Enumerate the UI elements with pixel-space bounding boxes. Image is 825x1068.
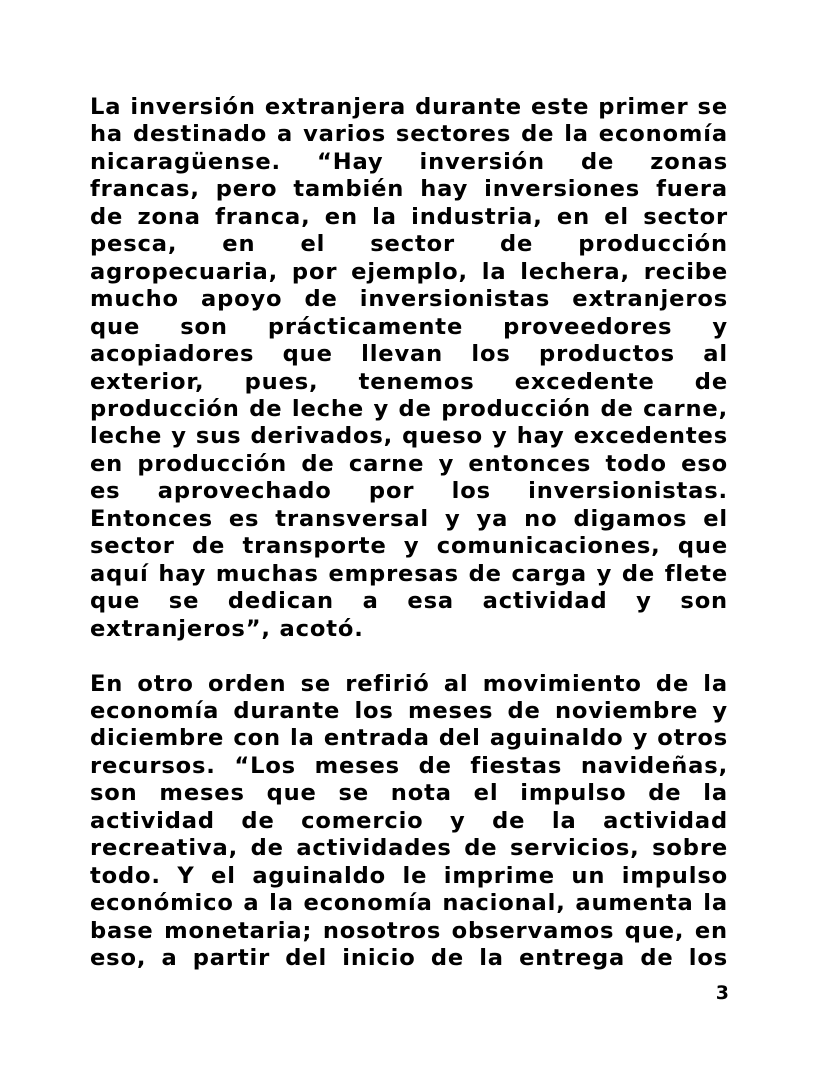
document-body xyxy=(90,94,728,972)
paragraph-economic-movement: En otro orden se refirió al movimiento de la economía durante los meses de noviembre y diciembre con la entrada del aguinaldo y otros recursos. “Los meses de fiestas navideñas, son meses que se nota el impulso de la actividad de comercio y de la actividad recreativa, de actividades de servicios, sobre todo. Y el aguinaldo le imprime un impulso económico a la economía nacional, aumenta la base monetaria; nosotros observamos que, en eso, a partir del inicio de la entrega de los xyxy=(90,670,728,972)
page-number: 3 xyxy=(715,982,729,1004)
paragraph-foreign-investment: La inversión extranjera durante este primer se ha destinado a varios sectores de la economía nicaragüense. “Hay inversión de zonas francas, pero también hay inversiones fuera de zona franca, en la industria, en el sector pesca, en el sector de producción agropecuaria, por ejemplo, la lechera, recibe mucho apoyo de inversionistas extranjeros que son prácticamente proveedores y acopiadores que llevan los productos al exterior, pues, tenemos excedente de producción de leche y de producción de carne, leche y sus derivados, queso y hay excedentes en producción de carne y entonces todo eso es aprovechado por los inversionistas. Entonces es transversal y ya no digamos el sector de transporte y comunicaciones, que aquí hay muchas empresas de carga y de flete que se dedican a esa actividad y son extranjeros”, acotó. xyxy=(90,94,728,642)
